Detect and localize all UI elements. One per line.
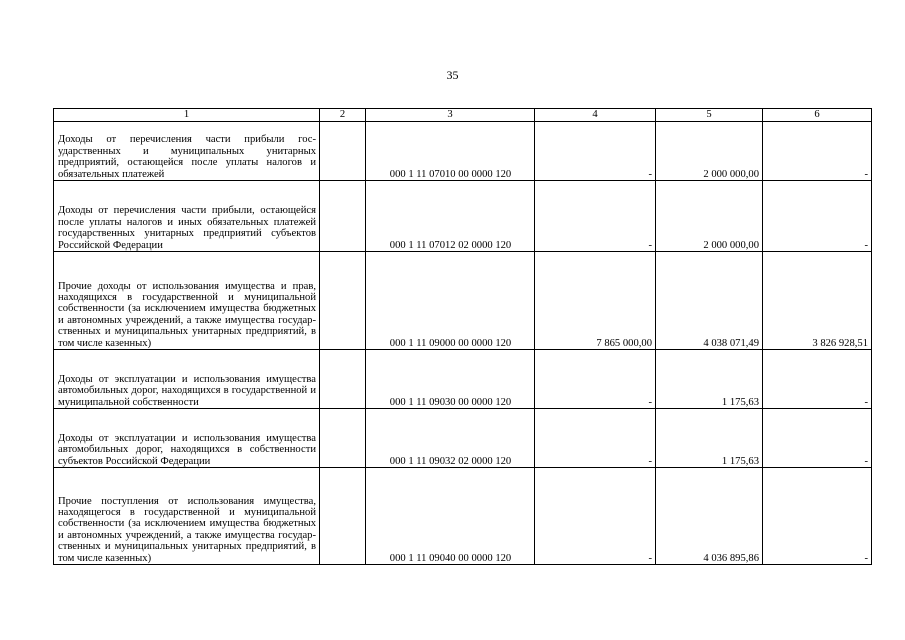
table-row [54,252,872,350]
table-row [54,122,872,181]
column-header: 3 [366,109,535,122]
budget-code-cell: 000 1 11 09040 00 0000 120 [366,468,535,565]
column5-value-cell: 1 175,63 [656,350,763,409]
revenue-name-cell: Доходы от перечисления части прибыли государственных и муниципальных унитарных предприятий, остающейся после уплаты налогов и обязательных платежей [54,122,320,181]
column5-value-cell: 4 038 071,49 [656,252,763,350]
column6-value-cell: - [763,350,872,409]
column4-value-cell: - [535,350,656,409]
column2-cell [320,181,366,252]
column4-value-cell: - [535,181,656,252]
table-row [54,350,872,409]
table-row [54,468,872,565]
revenue-name-cell: Доходы от эксплуатации и использования имущества автомобильных дорог, находящихся в собственности субъектов Российской Федерации [54,409,320,468]
column-header: 6 [763,109,872,122]
revenue-name-cell: Доходы от эксплуатации и использования имущества автомобильных дорог, находящихся в государственной и муниципальной собственности [54,350,320,409]
column2-cell [320,252,366,350]
column-header: 4 [535,109,656,122]
revenue-table [53,108,872,565]
column2-cell [320,409,366,468]
column4-value-cell: - [535,468,656,565]
column-header: 1 [54,109,320,122]
column6-value-cell: - [763,468,872,565]
column4-value-cell: - [535,122,656,181]
column-header: 5 [656,109,763,122]
column4-value-cell: - [535,409,656,468]
header-row [54,109,872,122]
budget-code-cell: 000 1 11 07012 02 0000 120 [366,181,535,252]
revenue-name-cell: Прочие доходы от использования имущества и прав, находящихся в государственной и муниципальной собственности (за исключением имущества бюджетных и автономных учреждений, а также имущества государственных и муниципальных унитарных предприятий, в том числе казенных) [54,252,320,350]
revenue-name-cell: Доходы от перечисления части прибыли, остающейся после уплаты налогов и иных обязательных платежей государственных унитарных предприятий субъектов Российской Федерации [54,181,320,252]
column2-cell [320,350,366,409]
budget-code-cell: 000 1 11 09030 00 0000 120 [366,350,535,409]
column6-value-cell: 3 826 928,51 [763,252,872,350]
column-header: 2 [320,109,366,122]
column6-value-cell: - [763,122,872,181]
budget-code-cell: 000 1 11 07010 00 0000 120 [366,122,535,181]
column2-cell [320,468,366,565]
column6-value-cell: - [763,409,872,468]
page-number: 35 [446,68,459,82]
column5-value-cell: 2 000 000,00 [656,181,763,252]
budget-code-cell: 000 1 11 09000 00 0000 120 [366,252,535,350]
table-row [54,409,872,468]
table-row [54,181,872,252]
budget-code-cell: 000 1 11 09032 02 0000 120 [366,409,535,468]
column2-cell [320,122,366,181]
column5-value-cell: 4 036 895,86 [656,468,763,565]
column6-value-cell: - [763,181,872,252]
revenue-name-cell: Прочие поступления от использования имущества, находящегося в государственной и муниципальной собственности (за исключением имущества бюджетных и автономных учреждений, а также имущества государственных и муниципальных унитарных предприятий, в том числе казенных) [54,468,320,565]
column5-value-cell: 2 000 000,00 [656,122,763,181]
column5-value-cell: 1 175,63 [656,409,763,468]
column4-value-cell: 7 865 000,00 [535,252,656,350]
